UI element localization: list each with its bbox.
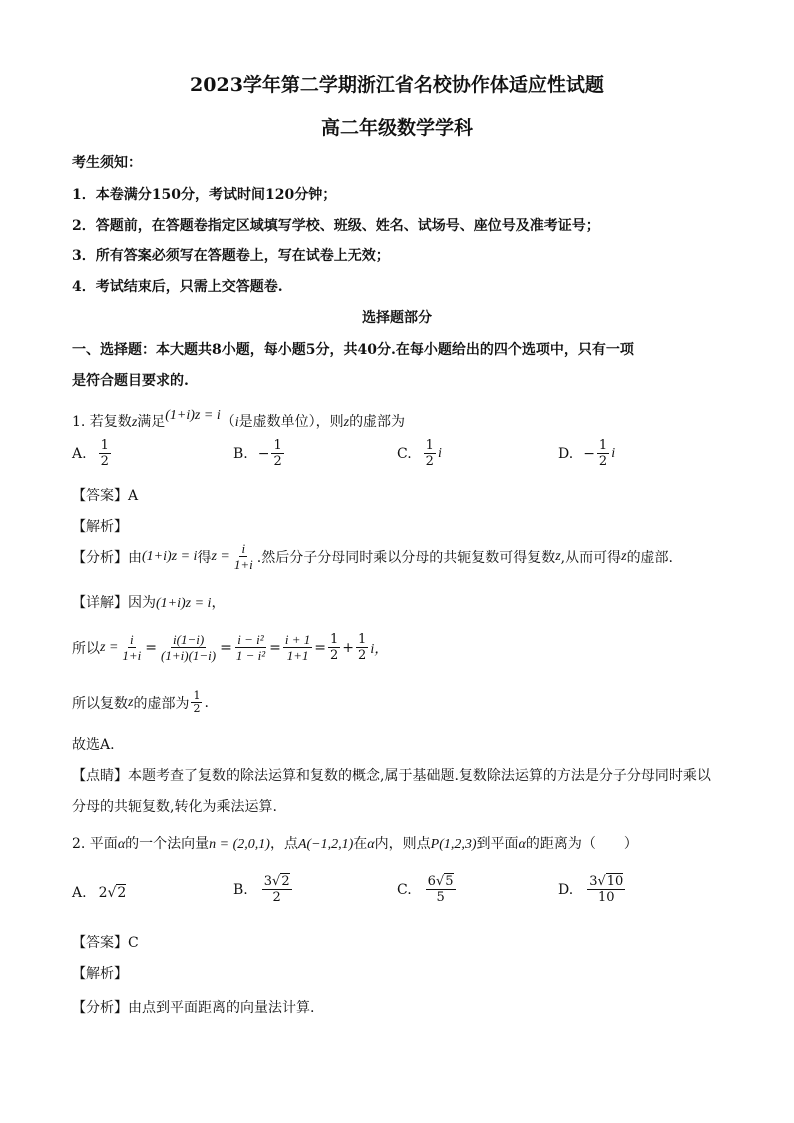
section-intro-line2: 是符合题目要求的. [72, 373, 189, 389]
notice-item-3: 3．所有答案必须写在答题卷上，写在试卷上无效； [72, 248, 390, 264]
q2-fenxi: 【分析】由点到平面距离的向量法计算. [72, 1000, 315, 1016]
q1-stem: 1. 若复数z满足(1+i)z = i（i是虚数单位），则z的虚部为 [72, 408, 406, 430]
q1-option-d[interactable]: D. − $\frac{1}{2}$ i [558, 438, 616, 469]
q2-stem: 2. 平面α的一个法向量n = (2,0,1)，点A(−1,2,1)在α内，则点P(1,2,3)到平面α的距离为（ ） [72, 836, 638, 852]
q1-fenxi: 【分析】 由 (1+i)z = i 得 z = $\frac{i}{1+i}$ .然后分子分母同时乘以分母的共轭复数可得复数 z ,从而可得 z 的虚部. [72, 541, 674, 572]
q2-option-d[interactable]: D. $\frac{3√10}{10}$ [558, 874, 624, 905]
q1-option-a-fraction: $\frac{1}{2}$ [100, 438, 109, 469]
q1-option-b[interactable]: B. − $\frac{1}{2}$ [233, 438, 282, 469]
q1-derivation: 所以 z = $\frac{i}{1+i}$ = $\frac{i(1-i)}{(1+i)(1-i)}$ = $\frac{\text{i − i²}}{\text{1 − i²}}$ = $\frac{i + 1}{1+1}$ = $\frac{1}{2}$ + $\frac{1}{2}$ i， [72, 632, 389, 663]
notice-item-1: 1．本卷满分150分，考试时间120分钟； [72, 187, 337, 203]
notice-item-2: 2．答题前，在答题卷指定区域填写学校、班级、姓名、试场号、座位号及准考证号； [72, 218, 600, 234]
q1-imag-part: 所以复数 z 的虚部为 $\frac{1}{2}$ . [72, 689, 209, 715]
notice-heading: 考生须知： [72, 155, 142, 171]
exam-subtitle: 高二年级数学学科 [320, 117, 473, 139]
q1-dianjing-line2: 分母的共轭复数,转化为乘法运算. [72, 799, 277, 815]
q1-option-d-fraction: $\frac{1}{2}$ [598, 438, 608, 469]
q2-option-c-fraction: $\frac{6√5}{5}$ [427, 874, 454, 905]
q1-dianjing-line1: 【点睛】本题考查了复数的除法运算和复数的概念,属于基础题.复数除法运算的方法是分子分母同时乘以 [72, 768, 711, 784]
q2-answer: 【答案】C [72, 935, 139, 951]
q1-analysis-tag: 【解析】 [72, 519, 128, 535]
q1-xiangjie: 【详解】因为(1+i)z = i， [72, 595, 226, 611]
q1-option-b-fraction: $\frac{1}{2}$ [273, 438, 282, 469]
q1-choose: 故选A. [72, 737, 115, 753]
exam-title: 2023学年第二学期浙江省名校协作体适应性试题 [190, 74, 604, 96]
q1-option-c[interactable]: C. $\frac{1}{2}$ i [397, 438, 442, 469]
q2-option-d-fraction: $\frac{3√10}{10}$ [589, 874, 624, 905]
section-intro-line1: 一、选择题：本大题共8小题，每小题5分，共40分.在每小题给出的四个选项中，只有一项 [72, 342, 634, 358]
q1-answer: 【答案】A [72, 488, 139, 504]
q2-analysis-tag: 【解析】 [72, 966, 128, 982]
notice-item-4: 4．考试结束后，只需上交答题卷. [72, 279, 283, 295]
q2-option-c[interactable]: C. $\frac{6√5}{5}$ [397, 874, 454, 905]
section-title: 选择题部分 [362, 310, 432, 326]
q1-option-a[interactable]: A. $\frac{1}{2}$ [72, 438, 109, 469]
q2-option-a[interactable]: A. 2 √ 2 [72, 884, 127, 901]
q2-option-b-fraction: $\frac{3√2}{2}$ [263, 874, 290, 905]
q2-option-b[interactable]: B. $\frac{3√2}{2}$ [233, 874, 290, 905]
q1-option-c-fraction: $\frac{1}{2}$ [425, 438, 434, 469]
